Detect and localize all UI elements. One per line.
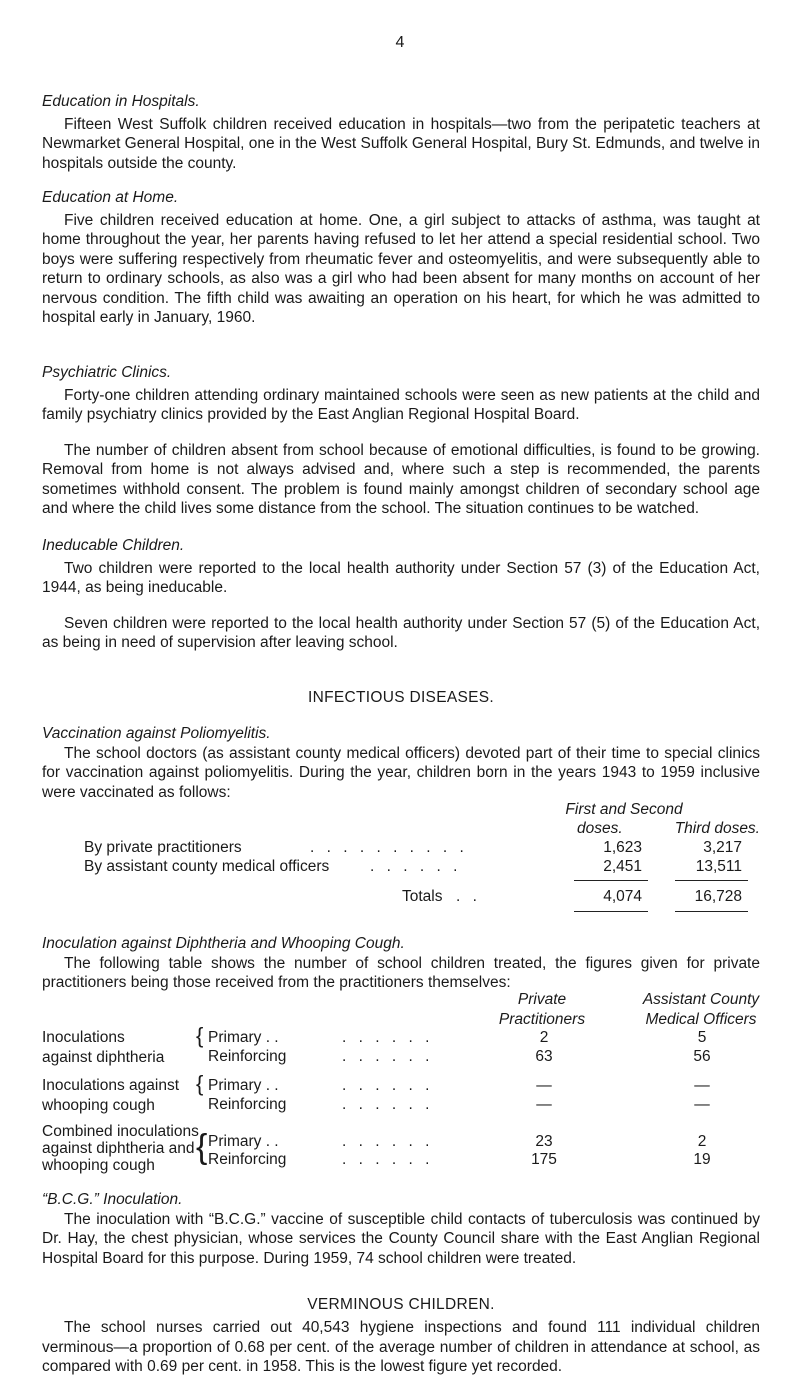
diph-group2-private-reinforcing: —: [536, 1096, 552, 1113]
polio-row-assistant-first: 2,451: [603, 858, 642, 875]
polio-rule-first-top: [574, 880, 648, 881]
polio-row-assistant-third: 13,511: [695, 858, 742, 875]
polio-total-third: 16,728: [694, 888, 742, 905]
section-education-home: [42, 188, 760, 328]
diph-group2-label: Inoculations against whooping cough: [42, 1077, 180, 1114]
diph-group1-private-primary: 2: [539, 1029, 549, 1046]
heading-education-home: Education at Home.: [42, 189, 179, 206]
diph-group3-reinforcing: Reinforcing: [208, 1151, 287, 1168]
polio-col2-head: Third doses.: [674, 820, 760, 837]
text-bcg: The inoculation with “B.C.G.” vaccine of susceptible child contacts of tuberculosis was continued by Dr. Hay, the chest physician, whose services the County Council share with the East Anglian Regional Hospital Board for this purpose. During 1959, 74 school children were treated.: [42, 1210, 760, 1267]
diph-group2-brace: {: [196, 1071, 204, 1096]
text-education-home: Five children received education at home. One, a girl subject to attacks of asthma, was taught at home throughout the year, her parents having refused to let her attend a special residential school. Two boys were suffering respectively from rheumatic fever and osteomyelitis, and were subsequently able to return to ordinary schools, as also was a girl who had been absent for many months on account of her nervous condition. The fifth child was awaiting an operation on his heart, for which he was admitted to hospital early in January, 1960.: [42, 211, 760, 326]
diph-group3-private-primary: 23: [535, 1133, 553, 1150]
diph-group1-dots2: . . . . . .: [342, 1048, 434, 1065]
polio-rule-third-top: [675, 880, 748, 881]
text-ineducable-1: Two children were reported to the local health authority under Section 57 (3) of the Education Act, 1944, as being ineducable.: [42, 559, 760, 596]
text-diphtheria: The following table shows the number of school children treated, the figures given for private practitioners being those received from the practitioners themselves:: [42, 954, 760, 991]
diph-group3-assistant-reinforcing: 19: [693, 1151, 711, 1168]
diph-col1-head: Private Practitioners: [498, 991, 586, 1028]
diph-group3-dots1: . . . . . .: [342, 1133, 434, 1150]
text-ineducable-2: Seven children were reported to the local health authority under Section 57 (5) of the Education Act, as being in need of supervision after leaving school.: [42, 614, 760, 651]
polio-row-private-first: 1,623: [603, 839, 642, 856]
section-diphtheria: [42, 934, 760, 993]
polio-row-private-third: 3,217: [703, 839, 742, 856]
diph-group1-reinforcing: Reinforcing: [208, 1048, 287, 1065]
diph-group1-brace: {: [196, 1023, 204, 1048]
section-education-hospitals: [42, 92, 760, 173]
heading-bcg: “B.C.G.” Inoculation.: [42, 1191, 183, 1208]
text-psychiatric-2: The number of children absent from school because of emotional difficulties, is found to be growing. Removal from home is not always advised and, where such a step is recommended, the parents sometimes withhold consent. The problem is found mainly amongst children of secondary school age and where the child lives some distance from the school. The situation continues to be watched.: [42, 441, 760, 517]
text-polio: The school doctors (as assistant county medical officers) devoted part of their time to special clinics for vaccination against poliomyelitis. During the year, children born in the years 1943 to 1959 inclusive were vaccinated as follows:: [42, 744, 760, 801]
text-verminous: The school nurses carried out 40,543 hygiene inspections and found 111 individual children verminous—a proportion of 0.68 per cent. of the average number of children in attendance at school, as compared with 0.69 per cent. in 1958. This is the lowest figure yet recorded.: [42, 1319, 760, 1375]
diph-group1-primary: Primary . .: [208, 1029, 279, 1046]
diph-group1-assistant-reinforcing: 56: [693, 1048, 711, 1065]
diph-group1-private-reinforcing: 63: [535, 1048, 553, 1065]
diph-group2-primary: Primary . .: [208, 1077, 279, 1094]
polio-totals-dots: . .: [456, 888, 481, 905]
polio-table: First and Second doses. Third doses. By private practitioners . . . . . . . . . . 1,623 3,217 By assistant county medical officers . . . . . . 2,451 13,511 Totals . . 4,074 16,728: [42, 800, 760, 930]
polio-rule-first-bottom: [574, 911, 648, 912]
diph-group1-dots1: . . . . . .: [342, 1029, 434, 1046]
polio-totals-label: Totals: [402, 888, 443, 905]
section-polio: [42, 724, 760, 802]
title-verminous-children: VERMINOUS CHILDREN.: [307, 1296, 495, 1313]
page-number: 4: [395, 34, 405, 51]
diph-group2-reinforcing: Reinforcing: [208, 1096, 287, 1113]
text-education-hospitals: Fifteen West Suffolk children received education in hospitals—two from the peripatetic teachers at Newmarket General Hospital, one in the West Suffolk General Hospital, Bury St. Edmunds, and twelve in hospitals outside the county.: [42, 115, 760, 172]
title-infectious-diseases: INFECTIOUS DISEASES.: [307, 689, 494, 706]
diph-group3-brace: {: [196, 1128, 208, 1166]
section-psychiatric: [42, 363, 760, 519]
diph-col2-head: Assistant County Medical Officers: [642, 991, 760, 1028]
diph-group2-private-primary: —: [536, 1077, 552, 1094]
diph-group2-dots1: . . . . . .: [342, 1077, 434, 1094]
diph-group1-label: Inoculations against diphtheria: [42, 1029, 165, 1066]
text-psychiatric-1: Forty-one children attending ordinary maintained schools were seen as new patients at the child and family psychiatry clinics provided by the East Anglian Regional Hospital Board.: [42, 386, 760, 423]
diph-group2-dots2: . . . . . .: [342, 1096, 434, 1113]
heading-ineducable: Ineducable Children.: [42, 537, 185, 554]
polio-row-private-dots: . . . . . . . . . .: [310, 839, 468, 856]
diph-group3-private-reinforcing: 175: [531, 1151, 557, 1168]
diphtheria-table: [42, 990, 760, 1174]
diph-group3-primary: Primary . .: [208, 1133, 279, 1150]
diph-group2-assistant-reinforcing: —: [694, 1096, 710, 1113]
polio-row-private-label: By private practitioners: [84, 839, 242, 856]
polio-total-first: 4,074: [603, 888, 642, 905]
heading-psychiatric: Psychiatric Clinics.: [42, 364, 172, 381]
diph-group3-assistant-primary: 2: [697, 1133, 707, 1150]
polio-row-assistant-dots: . . . . . .: [370, 858, 462, 875]
section-bcg: [42, 1190, 760, 1268]
heading-polio: Vaccination against Poliomyelitis.: [42, 725, 271, 742]
diph-group3-label: Combined inoculations against diphtheria and whooping cough: [42, 1123, 199, 1174]
polio-rule-third-bottom: [675, 911, 748, 912]
heading-education-hospitals: Education in Hospitals.: [42, 93, 200, 110]
section-verminous: [42, 1318, 760, 1377]
section-ineducable: [42, 536, 760, 653]
polio-row-assistant-label: By assistant county medical officers: [84, 858, 330, 875]
diph-group2-assistant-primary: —: [694, 1077, 710, 1094]
diph-group3-dots2: . . . . . .: [342, 1151, 434, 1168]
heading-diphtheria: Inoculation against Diphtheria and Whooping Cough.: [42, 935, 405, 952]
diph-group1-assistant-primary: 5: [697, 1029, 707, 1046]
